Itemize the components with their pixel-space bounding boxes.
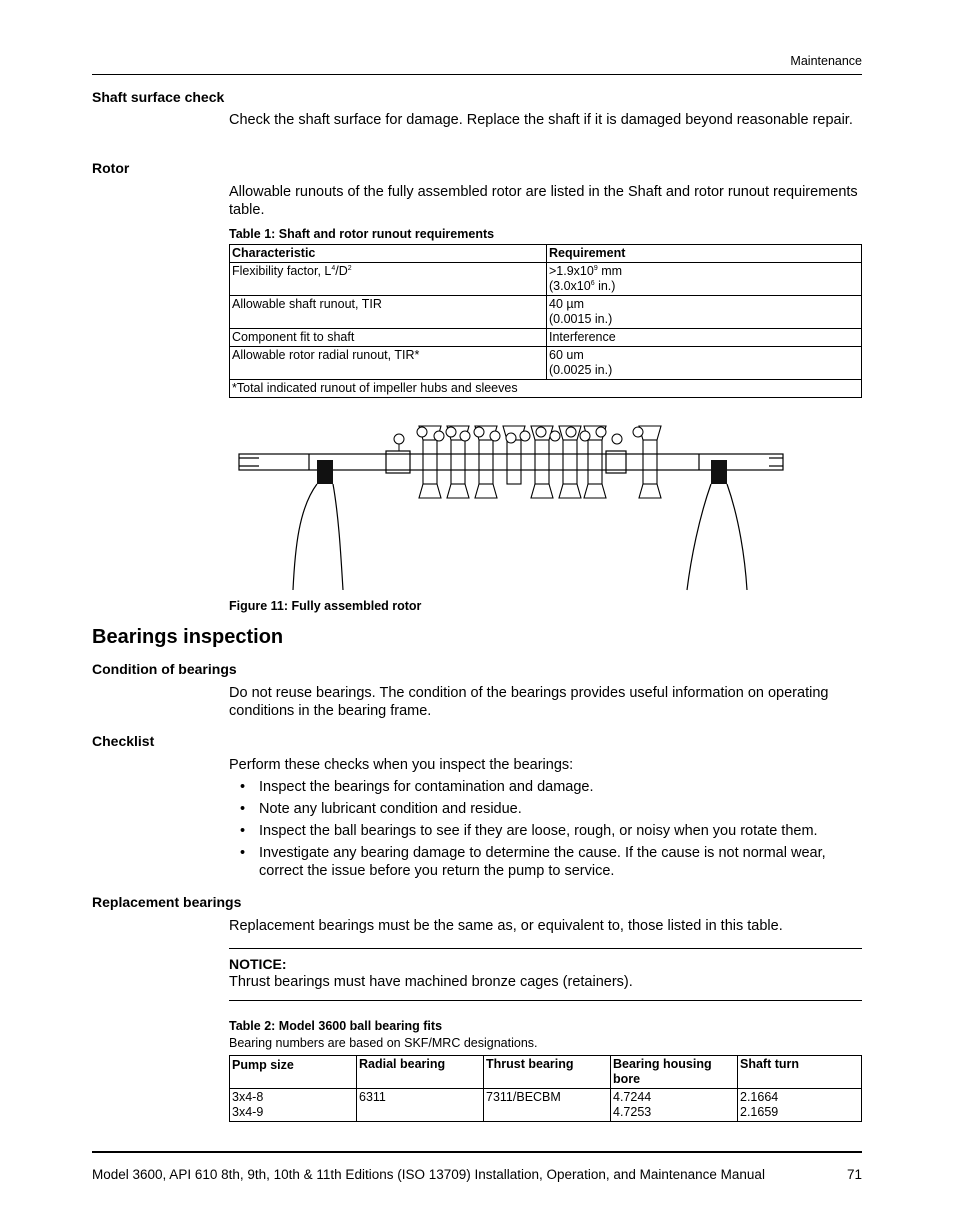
dial-indicators xyxy=(394,427,643,451)
table-cell: Interference xyxy=(547,329,862,347)
rotor-figure xyxy=(229,418,789,596)
cell-text: mm xyxy=(597,264,623,278)
shaft-surface-heading: Shaft surface check xyxy=(92,89,225,105)
list-item-text: Investigate any bearing damage to determine the cause. If the cause is not normal wear, correct the issue before you return the pump to service. xyxy=(259,845,826,879)
table-cell xyxy=(738,1089,862,1122)
bullet-icon: • xyxy=(240,845,246,861)
list-item xyxy=(229,778,862,796)
condition-heading: Condition of bearings xyxy=(92,661,237,677)
table-cell xyxy=(547,296,862,329)
replacement-heading: Replacement bearings xyxy=(92,894,242,910)
notice-title: NOTICE: xyxy=(229,956,287,972)
cell-text: (0.0025 in.) xyxy=(549,363,613,377)
checklist-intro: Perform these checks when you inspect the bearings: xyxy=(229,757,574,773)
support-left xyxy=(293,460,343,590)
page-number: 71 xyxy=(846,1167,862,1182)
bearing-fits-table xyxy=(229,1055,862,1122)
table-footnote: *Total indicated runout of impeller hubs and sleeves xyxy=(230,380,862,398)
table-cell xyxy=(547,263,862,296)
table-cell xyxy=(547,347,862,380)
bullet-icon: • xyxy=(240,823,246,839)
superscript: 6 xyxy=(590,279,595,287)
table2-caption: Table 2: Model 3600 ball bearing fits xyxy=(229,1019,443,1033)
column-header: Bearing housing bore xyxy=(611,1056,738,1089)
table-row xyxy=(230,329,862,347)
table-cell: Allowable rotor radial runout, TIR* xyxy=(230,347,547,380)
notice-rule-top xyxy=(229,948,862,949)
cell-text: in.) xyxy=(594,279,616,293)
list-item xyxy=(229,800,862,818)
table-row xyxy=(230,263,862,296)
bullet-icon: • xyxy=(240,779,246,795)
column-header: Shaft turn xyxy=(738,1056,862,1089)
cell-text: 4.7244 xyxy=(613,1090,652,1104)
cell-text: 2.1664 xyxy=(740,1090,779,1104)
table-row xyxy=(230,1089,862,1122)
cell-text: (3.0x10 xyxy=(549,279,591,293)
checklist xyxy=(229,778,862,884)
column-header: Thrust bearing xyxy=(484,1056,611,1089)
table1-caption: Table 1: Shaft and rotor runout requirements xyxy=(229,227,495,241)
table2-note: Bearing numbers are based on SKF/MRC designations. xyxy=(229,1036,538,1050)
column-header: Requirement xyxy=(547,245,862,263)
list-item xyxy=(229,822,862,840)
condition-text: Do not reuse bearings. The condition of the bearings provides useful information on operating conditions in the bearing frame. xyxy=(229,685,829,719)
shaft-surface-text: Check the shaft surface for damage. Replace the shaft if it is damaged beyond reasonable repair. xyxy=(229,112,853,128)
runout-table xyxy=(229,244,862,398)
table-footnote-row xyxy=(230,380,862,398)
cell-text: (0.0015 in.) xyxy=(549,312,613,326)
notice-rule-bottom xyxy=(229,1000,862,1001)
cell-text: 2.1659 xyxy=(740,1105,779,1119)
cell-text: Flexibility factor, L xyxy=(232,264,332,278)
column-header: Pump size xyxy=(230,1056,357,1089)
table-cell xyxy=(230,1089,357,1122)
list-item-text: Inspect the bearings for contamination and damage. xyxy=(259,779,594,795)
cell-text: 3x4-9 xyxy=(232,1105,264,1119)
footer-rule xyxy=(92,1151,862,1153)
cell-text: >1.9x10 xyxy=(549,264,594,278)
table-cell: Allowable shaft runout, TIR xyxy=(230,296,547,329)
table-cell xyxy=(230,263,547,296)
footer-title: Model 3600, API 610 8th, 9th, 10th & 11th Editions (ISO 13709) Installation, Operation, and Maintenance Manual xyxy=(92,1167,765,1182)
column-header: Radial bearing xyxy=(357,1056,484,1089)
bullet-icon: • xyxy=(240,801,246,817)
rotor-text: Allowable runouts of the fully assembled rotor are listed in the Shaft and rotor runout requirements table. xyxy=(229,184,858,218)
table-cell: Component fit to shaft xyxy=(230,329,547,347)
table-row xyxy=(230,296,862,329)
replacement-text: Replacement bearings must be the same as, or equivalent to, those listed in this table. xyxy=(229,918,783,934)
list-item-text: Note any lubricant condition and residue. xyxy=(259,801,522,817)
notice-text: Thrust bearings must have machined bronze cages (retainers). xyxy=(229,974,633,990)
cell-text: 40 µm xyxy=(549,297,584,311)
running-header: Maintenance xyxy=(790,54,862,68)
cell-text: 4.7253 xyxy=(613,1105,652,1119)
rotor-heading: Rotor xyxy=(92,160,130,176)
checklist-heading: Checklist xyxy=(92,733,155,749)
superscript: 9 xyxy=(593,264,598,272)
table-cell xyxy=(611,1089,738,1122)
figure11-caption: Figure 11: Fully assembled rotor xyxy=(229,599,422,613)
table-cell: 7311/BECBM xyxy=(484,1089,611,1122)
cell-text: 60 um xyxy=(549,348,584,362)
list-item xyxy=(229,844,862,880)
superscript: 4 xyxy=(331,264,336,272)
superscript: 2 xyxy=(347,264,352,272)
cell-text: 3x4-8 xyxy=(232,1090,264,1104)
table-row xyxy=(230,347,862,380)
list-item-text: Inspect the ball bearings to see if they are loose, rough, or noisy when you rotate them. xyxy=(259,823,818,839)
table-header-row xyxy=(230,245,862,263)
table-cell: 6311 xyxy=(357,1089,484,1122)
support-right xyxy=(687,460,747,590)
bearings-heading: Bearings inspection xyxy=(92,626,284,648)
column-header: Characteristic xyxy=(230,245,547,263)
header-rule xyxy=(92,74,862,75)
cell-text: /D xyxy=(335,264,348,278)
table-header-row xyxy=(230,1056,862,1089)
